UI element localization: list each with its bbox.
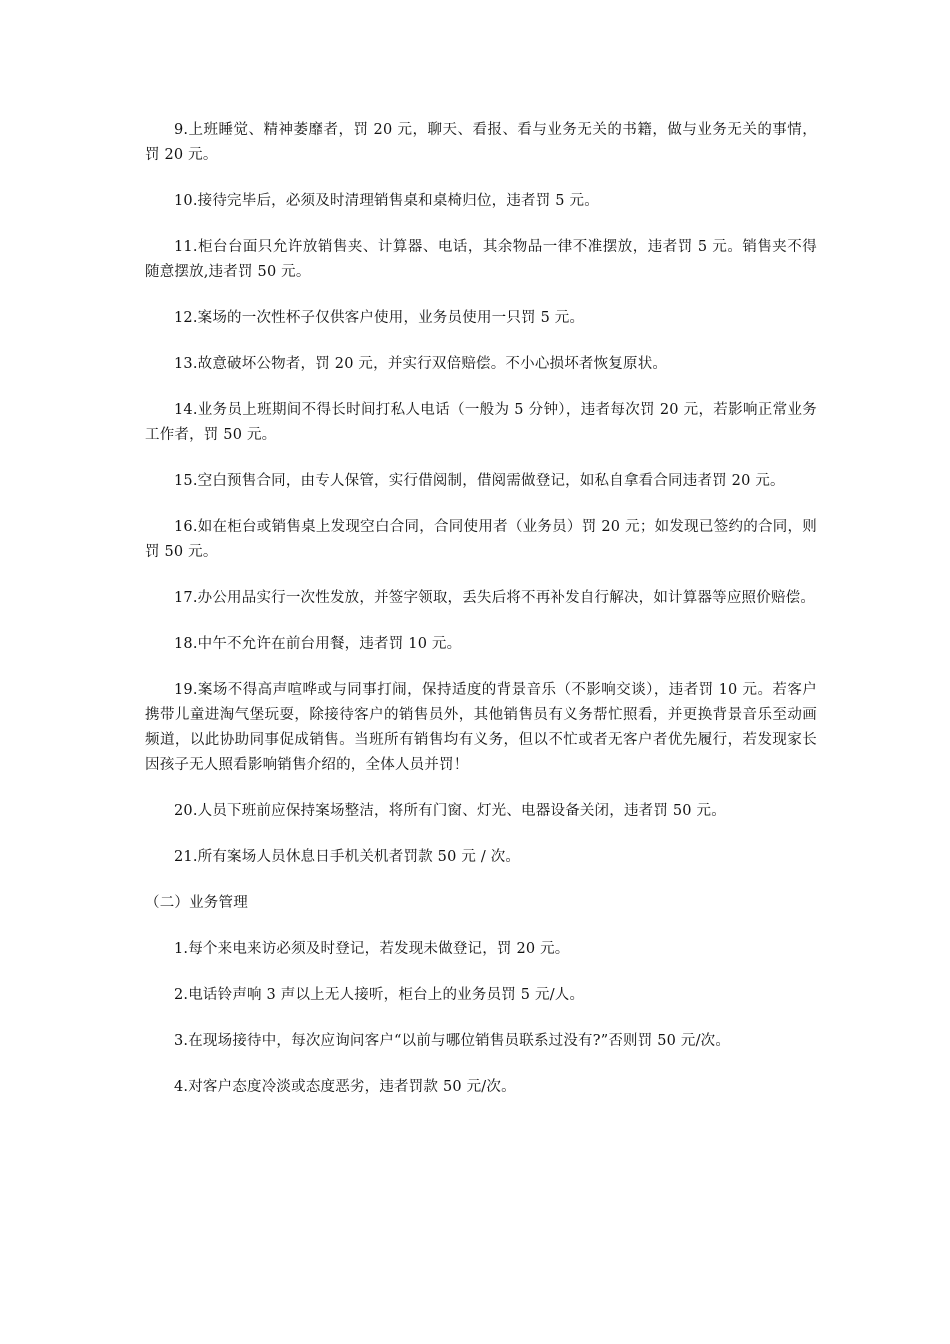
rule-15: 15.空白预售合同，由专人保管，实行借阅制，借阅需做登记，如私自拿看合同违者罚 20 元。 xyxy=(174,473,785,489)
rule-11: 11.柜台台面只允许放销售夹、计算器、电话，其余物品一律不准摆放，违者罚 5 元。销售夹不得随意摆放,违者罚 50 元。 xyxy=(145,239,817,280)
rule-12: 12.案场的一次性杯子仅供客户使用，业务员使用一只罚 5 元。 xyxy=(174,310,585,326)
rule-10: 10.接待完毕后，必须及时清理销售桌和桌椅归位，违者罚 5 元。 xyxy=(174,193,599,209)
document-body xyxy=(145,118,817,1121)
rule-20: 20.人员下班前应保持案场整洁，将所有门窗、灯光、电器设备关闭，违者罚 50 元。 xyxy=(174,803,726,819)
rule-9: 9.上班睡觉、精神萎靡者，罚 20 元，聊天、看报、看与业务无关的书籍，做与业务无关的事情，罚 20 元。 xyxy=(145,122,817,163)
business-rule-4: 4.对客户态度冷淡或态度恶劣，违者罚款 50 元/次。 xyxy=(174,1079,516,1095)
business-rule-1: 1.每个来电来访必须及时登记，若发现未做登记，罚 20 元。 xyxy=(174,941,570,957)
rule-21: 21.所有案场人员休息日手机关机者罚款 50 元 / 次。 xyxy=(174,849,521,865)
business-rule-3: 3.在现场接待中，每次应询问客户“以前与哪位销售员联系过没有?”否则罚 50 元/次。 xyxy=(174,1033,731,1049)
rule-18: 18.中午不允许在前台用餐，违者罚 10 元。 xyxy=(174,636,462,652)
rule-14: 14.业务员上班期间不得长时间打私人电话（一般为 5 分钟），违者每次罚 20 元，若影响正常业务工作者，罚 50 元。 xyxy=(145,402,817,443)
section-heading-business-management: （二）业务管理 xyxy=(145,895,248,911)
business-rule-2: 2.电话铃声响 3 声以上无人接听，柜台上的业务员罚 5 元/人。 xyxy=(174,987,585,1003)
rule-19: 19.案场不得高声喧哗或与同事打闹，保持适度的背景音乐（不影响交谈），违者罚 10 元。若客户携带儿童进淘气堡玩耍，除接待客户的销售员外，其他销售员有义务帮忙照看，并更换背景音乐至动画频道，以此协助同事促成销售。当班所有销售均有义务，但以不忙或者无客户者优先履行，若发现家长因孩子无人照看影响销售介绍的，全体人员并罚！ xyxy=(145,682,817,773)
rule-16: 16.如在柜台或销售桌上发现空白合同，合同使用者（业务员）罚 20 元；如发现已签约的合同，则罚 50 元。 xyxy=(145,519,817,560)
rule-17: 17.办公用品实行一次性发放，并签字领取，丢失后将不再补发自行解决，如计算器等应照价赔偿。 xyxy=(174,590,816,606)
rule-13: 13.故意破坏公物者，罚 20 元，并实行双倍赔偿。不小心损坏者恢复原状。 xyxy=(174,356,668,372)
